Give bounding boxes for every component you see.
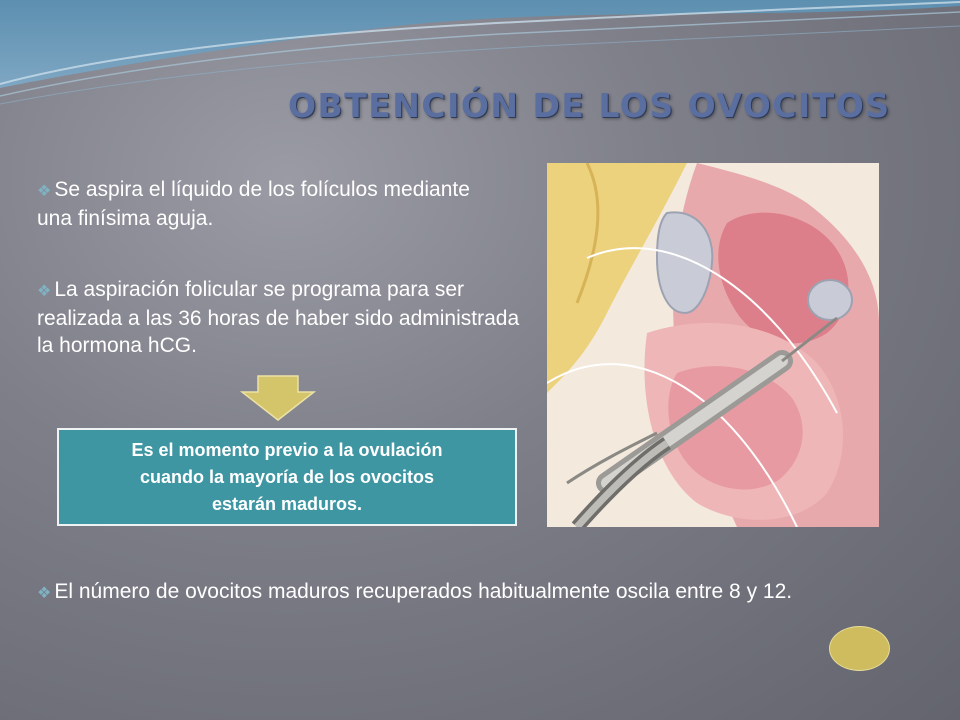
bullet-item	[37, 276, 537, 359]
oocyte-retrieval-illustration	[547, 163, 879, 527]
callout-text: Es el momento previo a la ovulación cuando la mayoría de los ovocitos estarán maduros.	[131, 439, 443, 514]
diamond-bullet-icon: ❖	[37, 183, 52, 200]
slide-title: OBTENCIÓN DE LOS OVOCITOS	[288, 86, 891, 125]
bullet-text: La aspiración folicular se programa para ser realizada a las 36 horas de haber sido administrada la hormona hCG.	[37, 278, 520, 357]
decorative-oval	[829, 626, 890, 671]
bullet-text: Se aspira el líquido de los folículos mediante una finísima aguja.	[37, 178, 470, 230]
diamond-bullet-icon: ❖	[37, 585, 52, 602]
bullet-item	[37, 578, 897, 607]
down-arrow-icon	[240, 374, 316, 422]
bullet-text: El número de ovocitos maduros recuperados habitualmente oscila entre 8 y 12.	[54, 580, 793, 603]
diamond-bullet-icon: ❖	[37, 283, 52, 300]
callout-box	[57, 428, 517, 526]
bullet-item	[37, 176, 497, 232]
